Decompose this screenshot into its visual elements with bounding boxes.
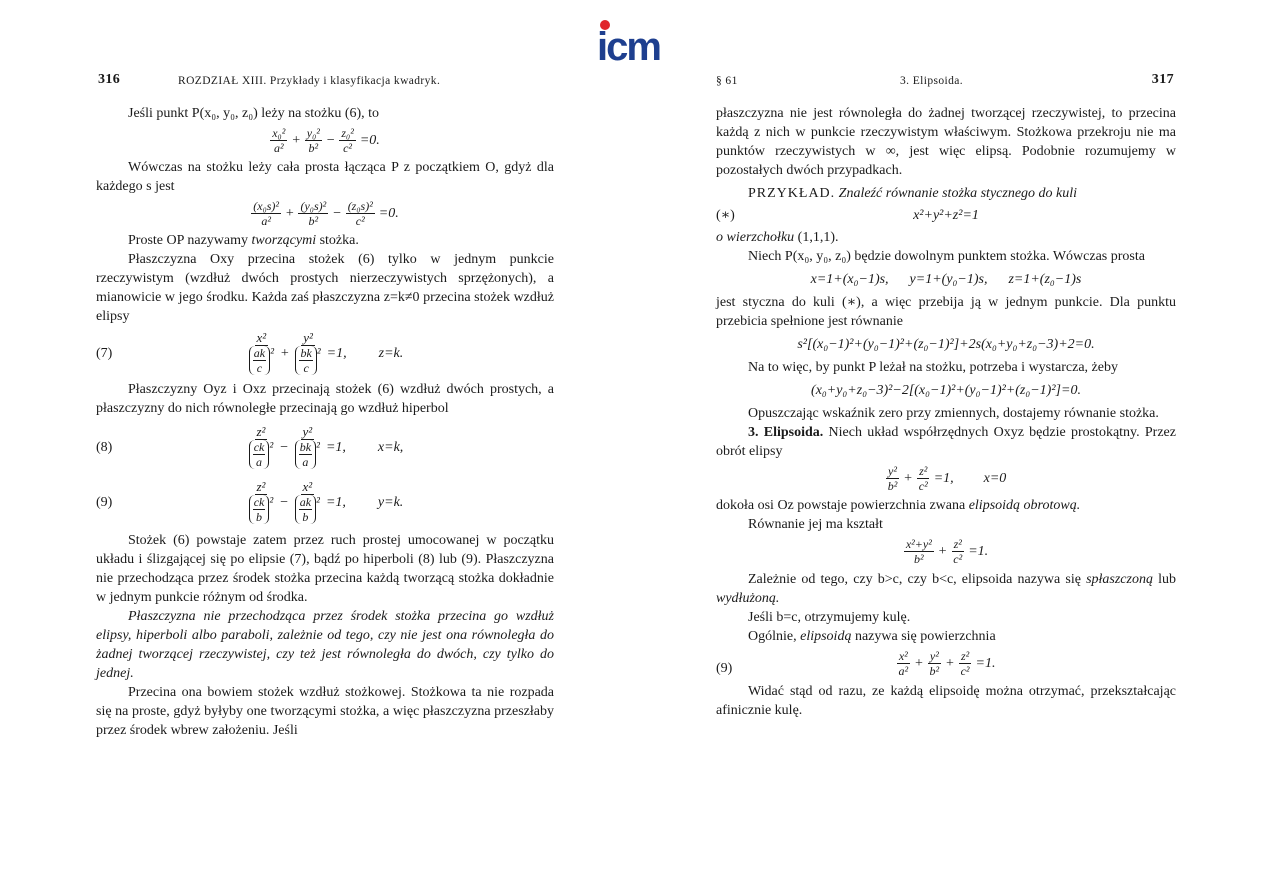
left-running-head: ROZDZIAŁ XIII. Przykłady i klasyfikacja kwadryk. xyxy=(178,75,441,87)
equation-s: s²[(x₀−1)²+(y₀−1)²+(z₀−1)²]+2s(x₀+y₀+z₀−3)+2=0. xyxy=(797,337,1095,352)
paragraph: Jeśli b=c, otrzymujemy kulę. xyxy=(748,610,911,625)
paragraph: o wierzchołku (1,1,1). xyxy=(716,230,839,245)
paragraph: Płaszczyzna Oxy przecina stożek (6) tylko w jednym punkcie rzeczywistym (wzdłuż dwóch prostych nierzeczywistych sprzężonych), a mianowicie w jego środku. Każda zaś płaszczyzna z=k≠0 przecina stożek wzdłuż elipsy xyxy=(96,252,554,324)
paragraph: Równanie jej ma kształt xyxy=(748,517,883,532)
equation-line: x=1+(x₀−1)s, y=1+(y₀−1)s, z=1+(z₀−1)s xyxy=(810,272,1082,287)
paragraph: Niech P(x₀, y₀, z₀) będzie dowolnym punktem stożka. Wówczas prosta xyxy=(748,249,1145,264)
icm-logo xyxy=(597,20,675,66)
equation-star: (∗) x²+y²+z²=1 xyxy=(716,208,979,223)
theorem-paragraph: Płaszczyzna nie przechodząca przez środek stożka przecina go wzdłuż elipsy, hiperboli albo paraboli, zależnie od tego, czy nie jest ona równoległa do żadnej tworzącej rzeczywistej, czy też jest równoległa do dwóch, czy tylko do jednej. xyxy=(96,609,554,681)
svg-text:icm: icm xyxy=(597,25,660,66)
paragraph: Ogólnie, elipsoidą nazywa się powierzchnia xyxy=(748,629,996,644)
right-section-mark: § 61 xyxy=(716,75,738,87)
left-running-header xyxy=(96,70,554,92)
right-running-header xyxy=(716,70,1176,92)
paragraph: Przecina ona bowiem stożek wzdłuż stożkowej. Stożkowa ta nie rozpada się na proste, gdyż byłyby one tworzącymi stożka, a więc płaszczyzna przeszłaby przez środek wbrew założeniu. Jeśli xyxy=(96,685,554,738)
equation-8: (8) z² $\frac{ck}{a}$ ² − y² $\frac{bk}{a}$ ² =1, x=k, xyxy=(96,424,404,469)
paragraph: Wówczas na stożku leży cała prosta łącząca P z początkiem O, gdyż dla każdego s jest xyxy=(96,160,554,194)
equation: $\frac{\text{x₀²}}{\text{a²}}$ + $\frac{\text{y₀²}}{\text{b²}}$ − $\frac{\text{z₀²}}{\text{c²}}$ =0. xyxy=(272,126,380,155)
equation-9: (9) z² $\frac{ck}{b}$ ² − x² $\frac{ak}{b}$ ² =1, y=k. xyxy=(96,479,404,524)
left-page xyxy=(96,70,554,740)
paragraph: dokoła osi Oz powstaje powierzchnia zwana elipsoidą obrotową. xyxy=(716,498,1081,513)
right-page-number: 317 xyxy=(1151,72,1174,87)
equation-condition: (x₀+y₀+z₀−3)²−2[(x₀−1)²+(y₀−1)²+(z₀−1)²]=0. xyxy=(811,383,1081,398)
paragraph: Widać stąd od razu, ze każdą elipsoidę można otrzymać, przekształcając afinicznie kulę. xyxy=(716,684,1176,718)
paragraph: Opuszczając wskaźnik zero przy zmiennych, dostajemy równanie stożka. xyxy=(748,406,1159,421)
right-running-head: 3. Elipsoida. xyxy=(900,75,964,87)
paragraph: Proste OP nazywamy tworzącymi stożka. xyxy=(128,233,359,248)
equation: $\frac{\text{(x₀s)²}}{\text{a²}}$ + $\frac{\text{(y₀s)²}}{\text{b²}}$ − $\frac{\text{(z₀s)²}}{\text{c²}}$ =0. xyxy=(253,199,399,228)
paragraph: płaszczyzna nie jest równoległa do żadnej tworzącej rzeczywistej, to przecina każdą z nich w punkcie rzeczywistym właściwym. Stożkowa przekroju nie ma punktów rzeczywistych w ∞, jest więc elipsą. Podobnie rozumujemy w pozostałych dwóch przypadkach. xyxy=(716,106,1176,178)
paragraph: Stożek (6) powstaje zatem przez ruch prostej umocowanej w początku układu i ślizgającej się po elipsie (7), bądź po hiperboli (8) lub (9). Płaszczyzna nie przechodząca przez środek stożka przecina każdą tworzącą stożka dokładnie w jednym punkcie różnym od środka. xyxy=(96,533,554,605)
paragraph: jest styczna do kuli (∗), a więc przebija ją w jednym punkcie. Dla punktu przebicia spełnione jest równanie xyxy=(716,295,1176,329)
paragraph: Jeśli punkt P(x₀, y₀, z₀) leży na stożku (6), to xyxy=(128,106,380,121)
section-title: 3. Elipsoida. xyxy=(748,425,824,440)
paragraph: Zależnie od tego, czy b>c, czy b<c, elipsoida nazywa się spłaszczoną lub wydłużoną. xyxy=(716,572,1176,606)
paragraph: Płaszczyzny Oyz i Oxz przecinają stożek (6) wzdłuż dwóch prostych, a płaszczyzny do nich równoległe przecinają go wzdłuż hiperbol xyxy=(96,382,554,416)
equation-9-ellipsoid: (9) $\frac{\text{x²}}{\text{a²}}$ + $\frac{\text{y²}}{\text{b²}}$ + $\frac{\text{z²}}{\text{c²}}$ =1. xyxy=(716,649,996,678)
equation-rotational-ellipsoid: $\frac{\text{x²+y²}}{\text{b²}}$ + $\frac{\text{z²}}{\text{c²}}$ =1. xyxy=(905,537,989,566)
left-page-number: 316 xyxy=(98,72,121,87)
equation-7: (7) x² $\frac{ak}{c}$ ² + y² $\frac{bk}{c}$ ² =1, z=k. xyxy=(96,330,404,375)
section-paragraph: 3. Elipsoida. Niech układ współrzędnych Oxyz będzie prostokątny. Przez obrót elipsy xyxy=(716,425,1176,459)
example-heading: PRZYKŁAD. Znaleźć równanie stożka stycznego do kuli xyxy=(748,186,1078,201)
paragraph: Na to więc, by punkt P leżał na stożku, potrzeba i wystarcza, żeby xyxy=(748,360,1118,375)
right-page xyxy=(716,70,1176,720)
equation-ellipse: $\frac{\text{y²}}{\text{b²}}$ + $\frac{\text{z²}}{\text{c²}}$ =1, x=0 xyxy=(887,464,1007,493)
